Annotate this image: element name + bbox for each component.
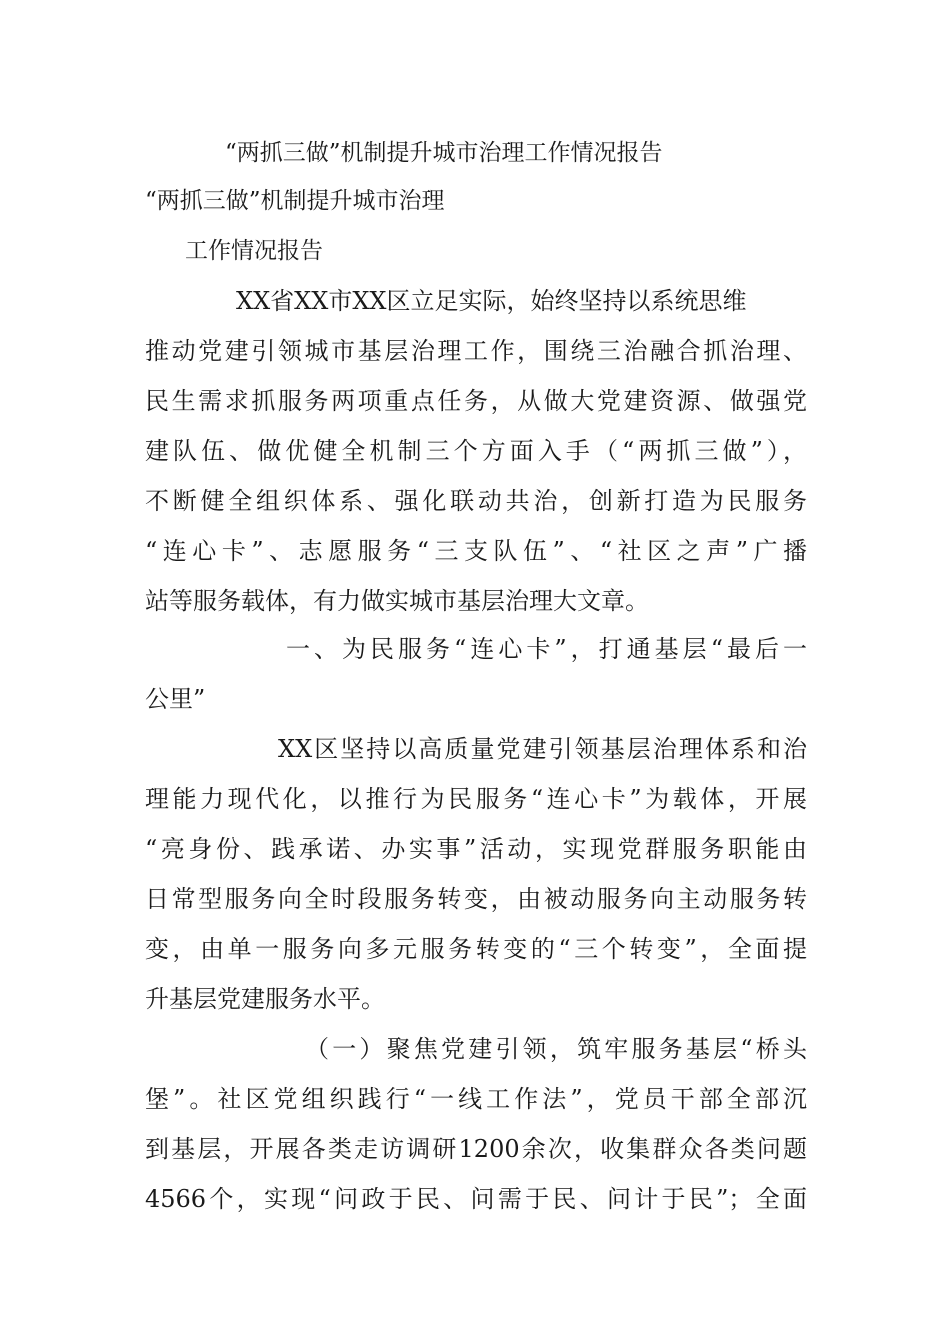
paragraph-line: 变，由单一服务向多元服务转变的“三个转变”，全面提 [145, 935, 807, 963]
subtitle-line-2: 工作情况报告 [185, 238, 323, 264]
paragraph-line: 到基层，开展各类走访调研1200余次，收集群众各类问题 [145, 1135, 807, 1163]
paragraph-line: 4566个，实现“问政于民、问需于民、问计于民”；全面 [145, 1185, 807, 1213]
paragraph-line: XX省XX市XX区立足实际，始终坚持以系统思维 [236, 287, 747, 315]
paragraph-line: 建队伍、做优健全机制三个方面入手（“两抓三做”）， [145, 437, 807, 465]
paragraph-line: “亮身份、践承诺、办实事”活动，实现党群服务职能由 [145, 835, 807, 863]
paragraph-line: “连心卡”、志愿服务“三支队伍”、“社区之声”广播 [145, 537, 807, 565]
paragraph-line: XX区坚持以高质量党建引领基层治理体系和治 [278, 735, 807, 763]
subtitle-line-1: “两抓三做”机制提升城市治理 [145, 188, 445, 214]
paragraph-line: 站等服务载体，有力做实城市基层治理大文章。 [145, 587, 649, 615]
paragraph-line: 日常型服务向全时段服务转变，由被动服务向主动服务转 [145, 885, 807, 913]
paragraph-line: 不断健全组织体系、强化联动共治，创新打造为民服务 [145, 487, 807, 515]
paragraph-line: 堡”。社区党组织践行“一线工作法”，党员干部全部沉 [145, 1085, 807, 1113]
heading-line: 公里” [145, 685, 206, 713]
paragraph-line: 升基层党建服务水平。 [145, 985, 385, 1013]
paragraph-line: （一）聚焦党建引领，筑牢服务基层“桥头 [305, 1035, 807, 1063]
document-title: “两抓三做”机制提升城市治理工作情况报告 [225, 140, 663, 166]
paragraph-line: 理能力现代化，以推行为民服务“连心卡”为载体，开展 [145, 785, 807, 813]
heading-line: 一、为民服务“连心卡”，打通基层“最后一 [286, 635, 807, 663]
paragraph-line: 推动党建引领城市基层治理工作，围绕三治融合抓治理、 [145, 337, 807, 365]
paragraph-line: 民生需求抓服务两项重点任务，从做大党建资源、做强党 [145, 387, 807, 415]
